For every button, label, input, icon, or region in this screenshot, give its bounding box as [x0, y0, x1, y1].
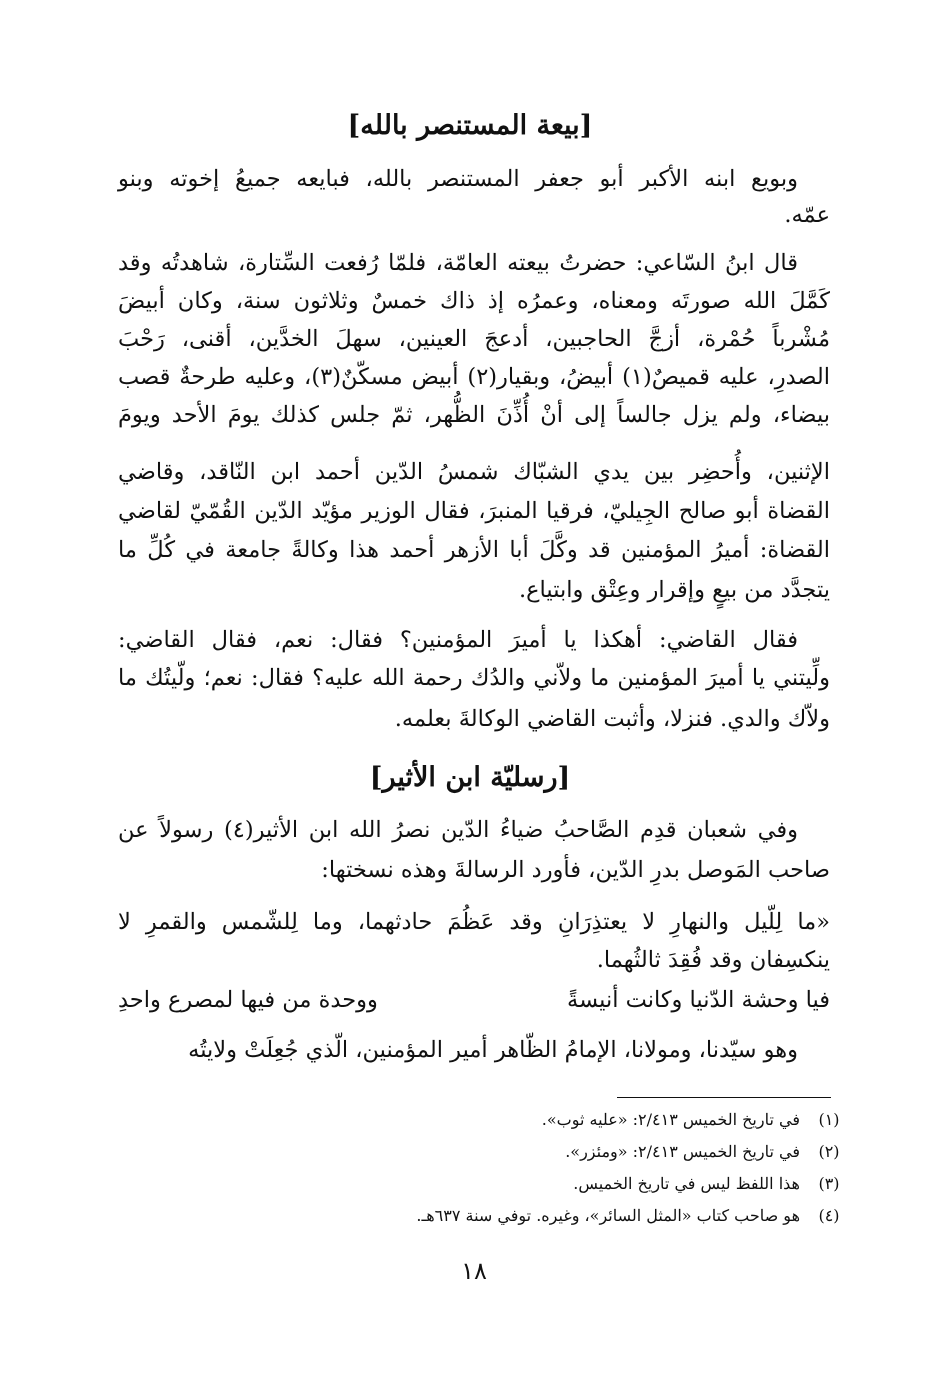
- poetry-verse: [118, 982, 830, 1018]
- text-line: ينكسِفان وقد فُقِدَ ثالثُهما.: [596, 947, 830, 973]
- text-line: الإثنين، وأُحضِر بين يدي الشبّاك شمسُ الدّين أحمد ابن النّاقد، وقاضي: [118, 459, 830, 485]
- text-line: قال ابنُ السّاعي: حضرتُ بيعته العامّة، فلمّا رُفعت السِّتارة، شاهدتُه وقد: [118, 250, 798, 276]
- footnote-text: هذا اللفظ ليس في تاريخ الخميس.: [573, 1174, 800, 1193]
- footnote: [132, 1139, 844, 1165]
- text-line: القضاة أبو صالح الجِيليّ، فرقيا المنبرَ، فقال الوزير مؤيّد الدّين القُمّيّ لقاضي: [118, 498, 830, 524]
- footnote-number: (٤): [818, 1206, 840, 1225]
- footnote-text: في تاريخ الخميس ٢/٤١٣: «ومئزر».: [565, 1142, 800, 1161]
- text-line: الصدرِ، عليه قميصٌ(١) أبيضُ، وبقيار(٢) أبيض مسكّنٌ(٣)، وعليه طرحةٌ قصب: [118, 364, 831, 390]
- text-line: القضاة: أميرُ المؤمنين قد وكَّلَ أبا الأزهر أحمد هذا وكالةً جامعة في كُلِّ ما: [118, 537, 830, 563]
- text-line: صاحب المَوصل بدرِ الدّين، فأورد الرسالةَ وهذه نسختها:: [321, 857, 830, 883]
- text-line: كَمَّلَ الله صورتَه ومعناه، وعمرُه إذ ذاك خمسٌ وثلاثون سنة، وكان أبيضَ: [118, 288, 830, 314]
- text-line: فقال القاضي: أهكذا يا أميرَ المؤمنين؟ فقال: نعم، فقال القاضي:: [118, 627, 798, 653]
- footnote: [132, 1203, 844, 1229]
- text-line: ولاّك والدي. فنزلا، وأثبت القاضي الوكالةَ بعلمه.: [394, 706, 830, 732]
- footnote-text: هو صاحب كتاب «المثل السائر»، وغيره. توفي سنة ٦٣٧هـ.: [416, 1206, 800, 1225]
- text-line: عمّه.: [784, 202, 830, 228]
- section-heading-bay-a: [بيعة المستنصر بالله]: [347, 110, 593, 141]
- text-line: يتجدَّد من بيعٍ وإقرار وعِتْق وابتياع.: [518, 577, 830, 603]
- text-line: ولِّيتني يا أميرَ المؤمنين ما ولاّني والدُك رحمة الله عليه؟ فقال: نعم؛ ولّيتُك ما: [118, 665, 830, 691]
- text-line: بيضاء، ولم يزل جالساً إلى أنْ أُذِّنَ الظُّهر، ثمّ جلس كذلك يومَ الأحد ويومَ: [118, 402, 830, 428]
- footnote: [132, 1107, 844, 1133]
- footnote-number: (١): [818, 1110, 840, 1129]
- section-heading-risala: [رسليّة ابن الأثير]: [369, 762, 571, 793]
- verse-first-hemistich: فيا وحشة الدّنيا وكانت أنيسةً: [567, 987, 830, 1013]
- page-number: ١٨: [461, 1257, 487, 1285]
- text-line: مُشْرباً حُمْرة، أزجَّ الحاجبين، أدعجَ العينين، سهلَ الخدَّين، أقنى، رَحْبَ: [118, 326, 830, 352]
- footnote-number: (٣): [818, 1174, 840, 1193]
- text-line: وفي شعبان قدِم الصَّاحبُ ضياءُ الدّين نصرُ الله ابن الأثير(٤) رسولاً عن: [118, 817, 798, 843]
- text-line: وهو سيّدنا، ومولانا، الإمامُ الظّاهر أمير المؤمنين، الّذي جُعِلَتْ ولايتُه: [188, 1037, 798, 1063]
- footnote-number: (٢): [818, 1142, 840, 1161]
- verse-second-hemistich: ووحدة من فيها لمصرع واحدِ: [118, 987, 378, 1013]
- footnote-divider: [617, 1097, 831, 1098]
- text-line: وبويع ابنه الأكبر أبو جعفر المستنصر بالله، فبايعه جميعُ إخوته وبنو: [118, 166, 798, 192]
- footnote: [132, 1171, 844, 1197]
- footnote-text: في تاريخ الخميس ٢/٤١٣: «عليه ثوب».: [541, 1110, 800, 1129]
- text-line: «ما لِلّيل والنهارِ لا يعتذِرَانِ وقد عَظُمَ حادثهما، وما لِلشّمس والقمرِ لا: [118, 909, 830, 935]
